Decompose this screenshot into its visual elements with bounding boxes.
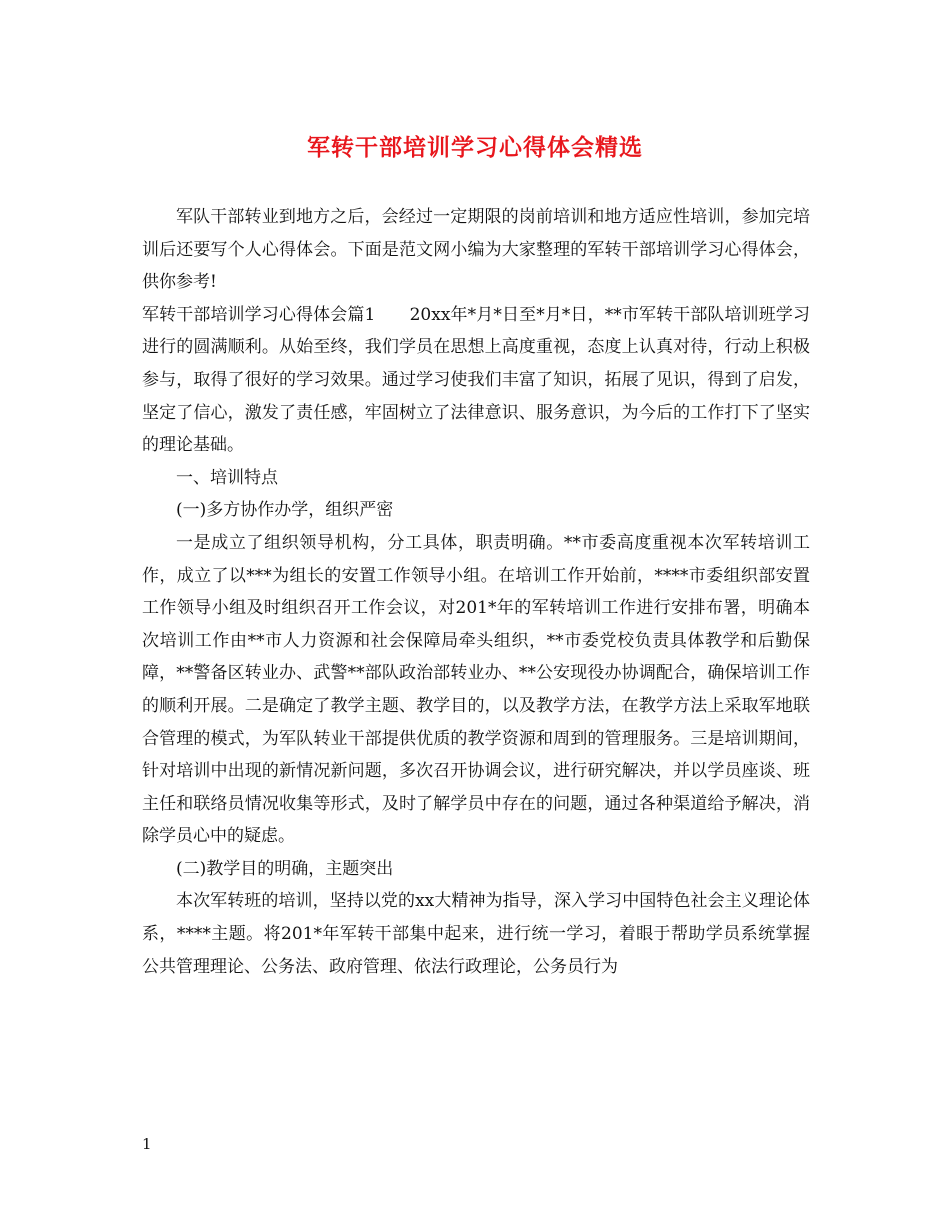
paragraph-article-1: 军转干部培训学习心得体会篇1 20xx年*月*日至*月*日，**市军转干部队培训班学习进行的圆满顺利。从始至终，我们学员在思想上高度重视，态度上认真对待，行动上积极参与，取得了很好的学习效果。通过学习使我们丰富了知识，拓展了见识，得到了启发，坚定了信心，激发了责任感，牢固树立了法律意识、服务意识，为今后的工作打下了坚实的理论基础。 — [142, 304, 810, 456]
section-heading-1: 一、培训特点 — [176, 467, 278, 488]
paragraph-intro: 军队干部转业到地方之后，会经过一定期限的岗前培训和地方适应性培训，参加完培训后还要写个人心得体会。下面是范文网小编为大家整理的军转干部培训学习心得体会，供你参考! — [142, 207, 810, 293]
paragraph-organization: 一是成立了组织领导机构，分工具体，职责明确。**市委高度重视本次军转培训工作，成立了以***为组长的安置工作领导小组。在培训工作开始前，****市委组织部安置工作领导小组及时组织召开工作会议，对201*年的军转培训工作进行安排布署，明确本次培训工作由**市人力资源和社会保障局牵头组织，**市委党校负责具体教学和后勤保障，**警备区转业办、武警**部队政治部转业办、**公安现役办协调配合，确保培训工作的顺利开展。二是确定了教学主题、教学目的，以及教学方法，在教学方法上采取军地联合管理的模式，为军队转业干部提供优质的教学资源和周到的管理服务。三是培训期间，针对培训中出现的新情况新问题，多次召开协调会议，进行研究解决，并以学员座谈、班主任和联络员情况收集等形式，及时了解学员中存在的问题，通过各种渠道给予解决，消除学员心中的疑虑。 — [142, 532, 810, 847]
paragraph-teaching: 本次军转班的培训，坚持以党的xx大精神为指导，深入学习中国特色社会主义理论体系，****主题。将201*年军转干部集中起来，进行统一学习，着眼于帮助学员系统掌握公共管理理论、公务法、政府管理、依法行政理论，公务员行为 — [142, 891, 810, 977]
subsection-heading-1: (一)多方协作办学，组织严密 — [176, 500, 394, 521]
document-title: 军转干部培训学习心得体会精选 — [307, 134, 643, 161]
page-number: 1 — [142, 1135, 152, 1153]
document-body — [142, 201, 810, 983]
subsection-heading-2: (二)教学目的明确，主题突出 — [176, 858, 394, 879]
